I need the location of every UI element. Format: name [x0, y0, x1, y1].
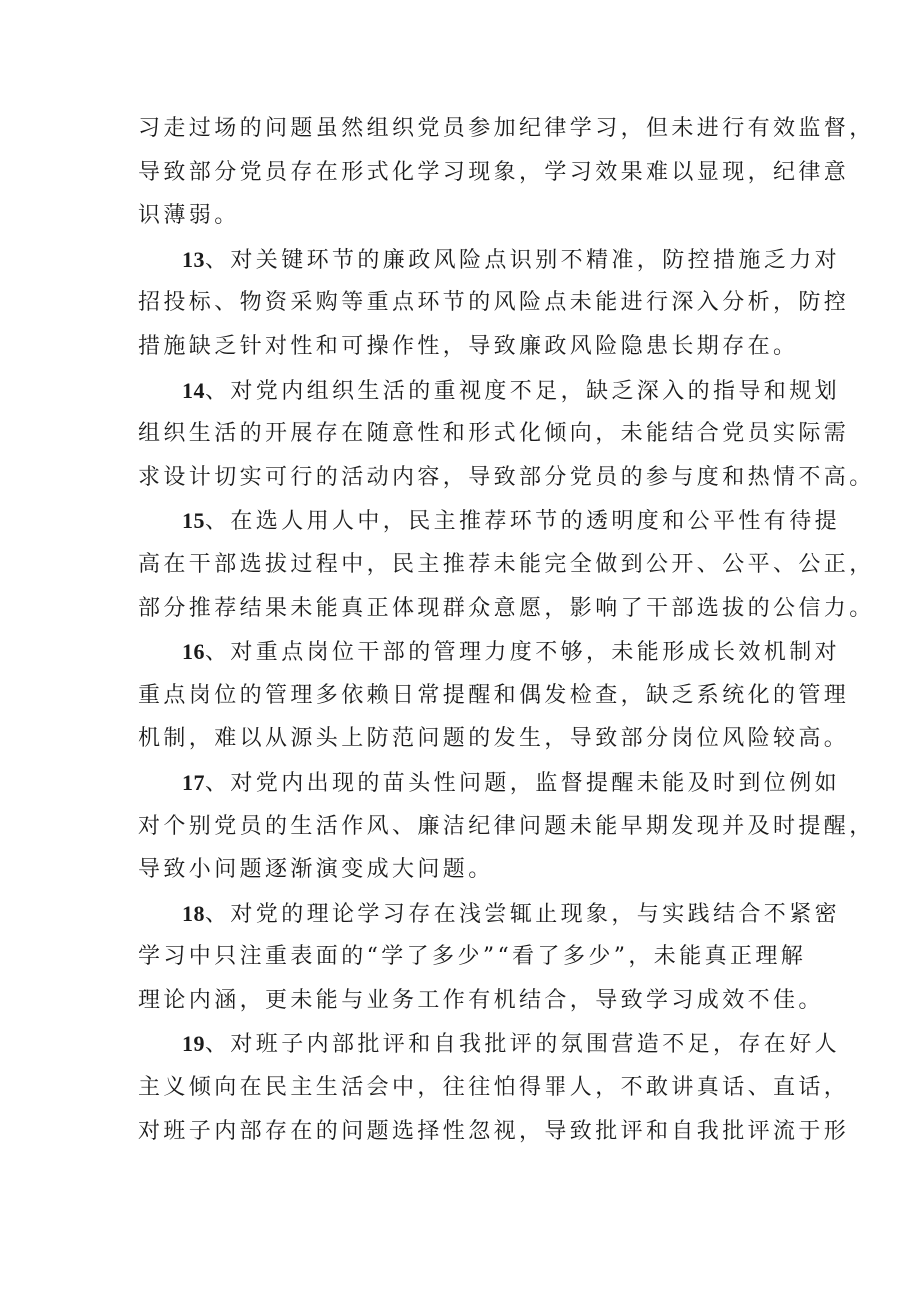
text-line: 组织生活的开展存在随意性和形式化倾向，未能结合党员实际需 — [138, 421, 850, 447]
text-line — [138, 369, 841, 413]
text-line: 部分推荐结果未能真正体现群众意愿，影响了干部选拔的公信力。 — [138, 595, 875, 621]
text-line — [138, 1022, 841, 1066]
item-number: 16 — [182, 639, 205, 665]
paragraph-item-18 — [138, 892, 841, 1023]
item-number: 13 — [182, 246, 205, 272]
paragraph-item-16 — [138, 630, 850, 761]
item-number: 15 — [182, 508, 205, 534]
paragraph-continuation — [138, 107, 875, 238]
text-segment: 、对班子内部批评和自我批评的氛围营造不足，存在好人 — [205, 1032, 841, 1058]
text-line: 措施缺乏针对性和可操作性，导致廉政风险隐患长期存在。 — [138, 333, 799, 359]
paragraph-item-13 — [138, 238, 850, 369]
text-line: 机制，难以从源头上防范问题的发生，导致部分岗位风险较高。 — [138, 726, 850, 752]
text-line: 求设计切实可行的活动内容，导致部分党员的参与度和热情不高。 — [138, 464, 875, 490]
text-line: 导致小问题逐渐演变成大问题。 — [138, 857, 494, 883]
text-segment: 、对党的理论学习存在浅尝辄止现象，与实践结合不紧密 — [205, 901, 841, 927]
text-line — [138, 238, 841, 282]
text-line: 理论内涵，更未能与业务工作有机结合，导致学习成效不佳。 — [138, 987, 824, 1013]
item-number: 19 — [182, 1031, 205, 1057]
item-number: 17 — [182, 769, 205, 795]
text-segment: 、对关键环节的廉政风险点识别不精准，防控措施乏力对 — [205, 247, 841, 273]
text-line: 学习中只注重表面的“学了多少”“看了多少”，未能真正理解 — [138, 944, 807, 970]
text-line: 习走过场的问题虽然组织党员参加纪律学习，但未进行有效监督， — [138, 116, 875, 141]
paragraph-item-14 — [138, 369, 875, 500]
text-line: 招投标、物资采购等重点环节的风险点未能进行深入分析，防控 — [138, 290, 850, 316]
text-segment: 、在选人用人中，民主推荐环节的透明度和公平性有待提 — [205, 509, 841, 535]
text-line: 高在干部选拔过程中，民主推荐未能完全做到公开、公平、公正， — [138, 551, 875, 577]
paragraph-item-19 — [138, 1022, 850, 1153]
text-line — [138, 892, 841, 936]
text-line: 主义倾向在民主生活会中，往往怕得罪人，不敢讲真话、直话， — [138, 1075, 850, 1101]
text-segment: 、对重点岗位干部的管理力度不够，未能形成长效机制对 — [205, 640, 841, 666]
text-line: 对班子内部存在的问题选择性忽视，导致批评和自我批评流于形 — [138, 1118, 850, 1144]
item-number: 14 — [182, 377, 205, 403]
item-number: 18 — [182, 900, 205, 926]
text-segment: 、对党内出现的苗头性问题，监督提醒未能及时到位例如 — [205, 770, 841, 796]
text-line — [138, 761, 841, 805]
text-line: 导致部分党员存在形式化学习现象，学习效果难以显现，纪律意 — [138, 159, 850, 185]
document-body — [138, 107, 875, 1153]
text-segment: 、对党内组织生活的重视度不足，缺乏深入的指导和规划 — [205, 378, 841, 404]
text-line: 对个别党员的生活作风、廉洁纪律问题未能早期发现并及时提醒， — [138, 813, 875, 839]
text-line — [138, 499, 841, 543]
text-line — [138, 630, 841, 674]
paragraph-item-17 — [138, 761, 875, 892]
text-line: 识薄弱。 — [138, 203, 240, 229]
text-line: 重点岗位的管理多依赖日常提醒和偶发检查，缺乏系统化的管理 — [138, 682, 850, 708]
paragraph-item-15 — [138, 499, 875, 630]
